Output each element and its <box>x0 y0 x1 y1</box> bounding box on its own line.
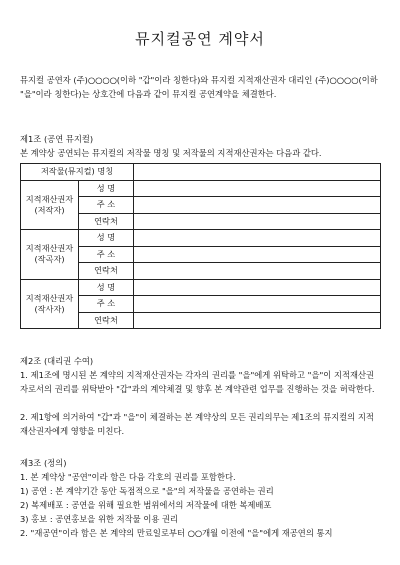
table-row <box>21 180 381 197</box>
table-row <box>21 230 381 247</box>
article3-line-4: 3) 홍보 : 공연홍보을 위한 저작물 이용 권리 <box>20 514 179 524</box>
rights-holder-table <box>20 163 381 329</box>
field-value[interactable] <box>134 296 381 313</box>
field-value[interactable] <box>134 197 381 214</box>
role-sublabel: (작곡자) <box>34 254 65 265</box>
role-label: 지적재산권자 <box>25 193 74 204</box>
field-label: 성 명 <box>79 230 134 247</box>
role-sublabel: (작사자) <box>34 303 65 314</box>
work-title-label: 저작물(뮤지컬) 명칭 <box>21 164 134 181</box>
intro-paragraph: 뮤지컬 공연자 (주)○○○○(이하 "갑"이라 칭한다)와 뮤지컬 지적재산권자 대리인 (주)○○○○(이하 "을"이라 칭한다)는 상호간에 다음과 같이 뮤지컬 공연계약을 체결한다. <box>20 75 378 99</box>
article2-item-1: 1. 제1조에 명시된 본 계약의 지적재산권자는 각자의 권리를 "을"에게 위탁하고 "을"이 지적재산권자로서의 권리를 위탁받아 "갑"과의 계약체결 및 향후 본 계약관련 업무를 진행하는 것을 허락한다. <box>20 370 375 394</box>
article3-line-5: 2. "재공연"이라 함은 본 계약의 만료일로부터 ○○개월 이전에 "을"에게 재공연의 통지 <box>20 528 333 538</box>
field-value[interactable] <box>134 230 381 247</box>
field-label: 연락처 <box>79 213 134 230</box>
article3-line-2: 1) 공연 : 본 계약기간 동안 독점적으로 "을"의 저작물을 공연하는 권리 <box>20 486 274 496</box>
field-label: 주 소 <box>79 246 134 263</box>
field-value[interactable] <box>134 246 381 263</box>
role-cell-lyricist <box>21 279 79 329</box>
role-cell-author <box>21 180 79 230</box>
field-label: 성 명 <box>79 279 134 296</box>
field-value[interactable] <box>134 213 381 230</box>
field-label: 주 소 <box>79 197 134 214</box>
field-value[interactable] <box>134 263 381 280</box>
article2-item-2: 2. 제1항에 의거하여 "갑"과 "을"이 체결하는 본 계약상의 모든 권리의무는 제1조의 뮤지컬의 지적재산권자에게 영향을 미친다. <box>20 412 374 436</box>
article3-heading: 제3조 (정의) <box>20 458 67 468</box>
field-label: 성 명 <box>79 180 134 197</box>
field-value[interactable] <box>134 180 381 197</box>
field-label: 연락처 <box>79 263 134 280</box>
field-value[interactable] <box>134 312 381 329</box>
article2-heading: 제2조 (대리권 수여) <box>20 356 94 366</box>
article1-heading: 제1조 (공연 뮤지컬) <box>20 134 94 144</box>
article1-text: 본 계약상 공연되는 뮤지컬의 저작물 명칭 및 저작물의 지적재산권자는 다음과 같다. <box>20 148 322 158</box>
role-label: 지적재산권자 <box>25 292 74 303</box>
table-row <box>21 279 381 296</box>
field-value[interactable] <box>134 279 381 296</box>
table-row <box>21 164 381 181</box>
document-title: 뮤지컬공연 계약서 <box>135 30 265 48</box>
role-label: 지적재산권자 <box>25 243 74 254</box>
work-title-value[interactable] <box>134 164 381 181</box>
role-cell-composer <box>21 230 79 280</box>
article3-line-3: 2) 복제배포 : 공연을 위해 필요한 범위에서의 저작물에 대한 복제배포 <box>20 500 272 510</box>
article3-line-1: 1. 본 계약상 "공연"이라 함은 다음 각호의 권리를 포함한다. <box>20 472 236 482</box>
field-label: 주 소 <box>79 296 134 313</box>
field-label: 연락처 <box>79 312 134 329</box>
role-sublabel: (저작자) <box>34 204 65 215</box>
